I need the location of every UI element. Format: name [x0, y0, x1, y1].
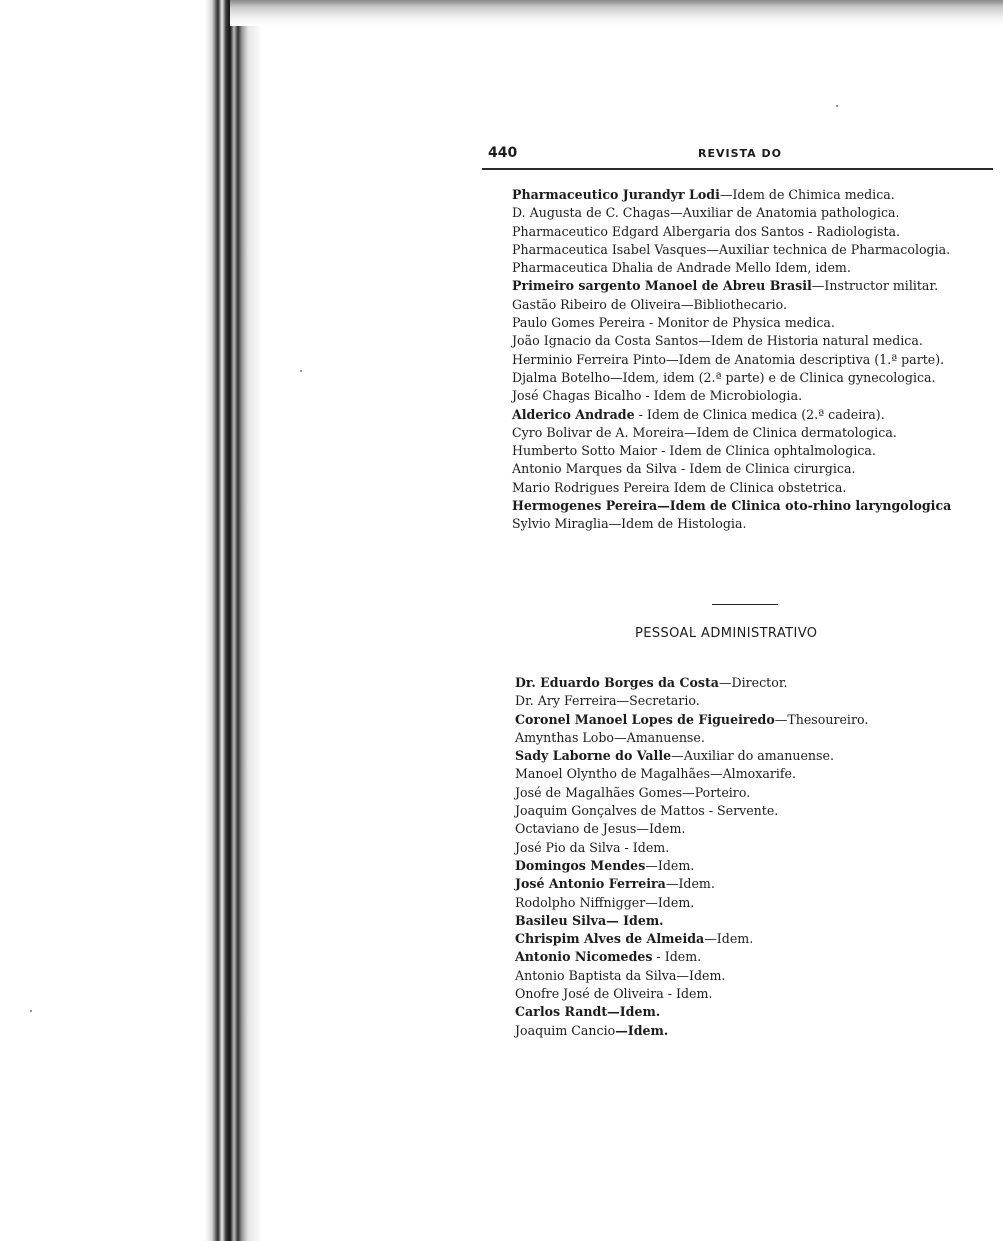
person-role: —Thesoureiro.	[774, 711, 869, 727]
list-item	[512, 277, 1000, 295]
person-role: —Idem, idem (2.ª parte) e de Clinica gynecologica.	[610, 369, 936, 385]
person-role: Idem, idem.	[770, 260, 851, 276]
person-name: Humberto Sotto Maior	[512, 443, 658, 459]
list-item	[515, 1003, 935, 1021]
person-role: —Idem de Histologia.	[608, 516, 747, 532]
person-role: - Idem de Clinica ophtalmologica.	[657, 443, 876, 459]
list-item	[512, 296, 1000, 314]
person-role: —Bibliothecario.	[680, 296, 788, 312]
person-name: José de Magalhães Gomes	[515, 784, 683, 800]
list-item	[515, 930, 935, 948]
person-role: - Servente.	[704, 803, 779, 819]
list-item	[512, 223, 1000, 241]
list-item	[515, 729, 935, 747]
person-role: —Auxiliar do amanuense.	[671, 748, 834, 764]
person-role: - Idem de Clinica cirurgica.	[676, 461, 856, 477]
person-role: —Idem de Chimica medica.	[719, 187, 895, 202]
person-role: —Idem.	[607, 1004, 661, 1020]
list-item	[515, 692, 935, 710]
person-role: - Idem.	[663, 986, 713, 1002]
person-name: João Ignacio da Costa Santos	[512, 333, 699, 349]
person-name: Pharmaceutica Isabel Vasques	[512, 241, 707, 257]
person-name: José Pio da Silva	[515, 839, 621, 855]
page-number: 440	[488, 145, 518, 161]
person-role: —Idem.	[676, 967, 726, 983]
running-title: REVISTA DO	[698, 147, 782, 160]
person-name: Primeiro sargento Manoel de Abreu Brasil	[512, 278, 812, 294]
person-role: —Idem.	[636, 821, 686, 837]
person-role: - Monitor de Physica medica.	[645, 315, 835, 331]
person-role: —Auxiliar de Anatomia pathologica.	[670, 205, 900, 221]
person-role: - Radiologista.	[804, 223, 901, 239]
list-item	[512, 406, 1000, 424]
person-name: Herminio Ferreira Pinto	[512, 351, 666, 367]
person-name: Pharmaceutico Jurandyr Lodi	[512, 187, 720, 202]
section-title: PESSOAL ADMINISTRATIVO	[635, 626, 818, 641]
person-role: —Director.	[718, 675, 788, 690]
person-name: Rodolpho Niffnigger	[515, 894, 646, 910]
scan-speck	[300, 370, 302, 372]
person-name: Antonio Marques da Silva	[512, 461, 677, 477]
person-role: Idem de Clinica obstetrica.	[669, 479, 847, 495]
list-item	[512, 204, 1000, 222]
person-role: - Idem.	[620, 839, 670, 855]
list-item	[515, 711, 935, 729]
list-item	[515, 948, 935, 966]
section-divider	[712, 604, 778, 605]
person-name: Joaquim Gonçalves de Mattos	[515, 803, 705, 819]
person-role: —Idem de Anatomia descriptiva (1.ª parte).	[665, 351, 945, 367]
person-role: —Idem de Clinica dermatologica.	[684, 424, 897, 440]
list-item	[515, 985, 935, 1003]
list-item	[512, 314, 1000, 332]
person-name: Amynthas Lobo	[515, 729, 614, 745]
person-name: Carlos Randt	[515, 1004, 608, 1020]
person-role: —Idem.	[645, 894, 695, 910]
person-name: Hermogenes Pereira	[512, 498, 658, 514]
header-rule	[482, 168, 993, 170]
person-name: Domingos Mendes	[515, 857, 646, 873]
list-item	[515, 765, 935, 783]
person-name: Pharmaceutica Dhalia de Andrade Mello	[512, 260, 771, 276]
person-name: Alderico Andrade	[512, 406, 635, 422]
list-item	[512, 186, 1000, 204]
list-item	[512, 259, 1000, 277]
person-name: D. Augusta de C. Chagas	[512, 205, 671, 221]
list-item	[512, 479, 1000, 497]
list-item	[515, 820, 935, 838]
list-item	[515, 875, 935, 893]
list-item	[515, 912, 935, 930]
person-name: Manoel Olyntho de Magalhães	[515, 766, 710, 782]
person-name: Coronel Manoel Lopes de Figueiredo	[515, 711, 775, 727]
person-name: Djalma Botelho	[512, 369, 611, 385]
person-role: —Instructor militar.	[811, 278, 939, 294]
person-name: Onofre José de Oliveira	[515, 986, 664, 1002]
book-gutter-shadow	[0, 0, 262, 1241]
person-role: —Amanuense.	[614, 729, 705, 745]
person-name: Cyro Bolivar de A. Moreira	[512, 424, 685, 440]
list-item	[515, 1022, 935, 1040]
person-name: Mario Rodrigues Pereira	[512, 479, 670, 495]
person-role: —Idem.	[645, 857, 695, 873]
person-role: —Idem de Clinica oto-rhino laryngologica	[657, 498, 952, 514]
list-item	[512, 460, 1000, 478]
person-name: Antonio Nicomedes	[515, 949, 653, 965]
list-item	[515, 857, 935, 875]
admin-staff-list	[515, 674, 935, 1040]
person-role: —Idem.	[704, 931, 754, 947]
person-role: - Idem de Microbiologia.	[641, 388, 803, 404]
person-role: —Idem.	[665, 876, 715, 892]
person-name: José Antonio Ferreira	[515, 876, 666, 892]
person-role: —Auxiliar technica de Pharmacologia.	[706, 241, 951, 257]
person-name: Antonio Baptista da Silva	[515, 967, 677, 983]
person-role: —Idem.	[615, 1022, 669, 1038]
person-role: —Almoxarife.	[709, 766, 797, 782]
person-role: - Idem de Clinica medica (2.ª cadeira).	[634, 406, 885, 422]
list-item	[512, 332, 1000, 350]
person-name: Dr. Eduardo Borges da Costa	[515, 675, 719, 690]
list-item	[515, 747, 935, 765]
person-name: Dr. Ary Ferreira	[515, 693, 617, 709]
person-role: —Secretario.	[616, 693, 700, 709]
list-item	[512, 442, 1000, 460]
scan-speck	[836, 105, 838, 107]
list-item	[515, 784, 935, 802]
list-item	[515, 839, 935, 857]
page-header	[488, 145, 993, 167]
list-item	[515, 674, 935, 692]
list-item	[512, 369, 1000, 387]
person-name: Octaviano de Jesus	[515, 821, 637, 837]
list-item	[512, 515, 1000, 533]
person-name: Joaquim Cancio	[515, 1022, 616, 1038]
list-item	[512, 497, 1000, 515]
list-item	[515, 967, 935, 985]
person-role: —Porteiro.	[682, 784, 751, 800]
person-name: José Chagas Bicalho	[512, 388, 642, 404]
person-role: - Idem.	[652, 949, 702, 965]
list-item	[515, 802, 935, 820]
list-item	[512, 387, 1000, 405]
person-name: Paulo Gomes Pereira	[512, 315, 646, 331]
faculty-list	[512, 186, 1000, 534]
list-item	[512, 351, 1000, 369]
person-name: Pharmaceutico Edgard Albergaria dos Santos	[512, 223, 805, 239]
person-name: Gastão Ribeiro de Oliveira	[512, 296, 681, 312]
list-item	[512, 241, 1000, 259]
scan-speck	[30, 1010, 32, 1012]
person-name: Chrispim Alves de Almeida	[515, 931, 705, 947]
person-name: Basileu Silva	[515, 912, 607, 928]
scan-top-edge-shadow	[230, 0, 1003, 26]
list-item	[512, 424, 1000, 442]
person-role: — Idem.	[606, 912, 664, 928]
person-name: Sady Laborne do Valle	[515, 748, 672, 764]
person-role: —Idem de Historia natural medica.	[698, 333, 923, 349]
list-item	[515, 894, 935, 912]
person-name: Sylvio Miraglia	[512, 516, 609, 532]
